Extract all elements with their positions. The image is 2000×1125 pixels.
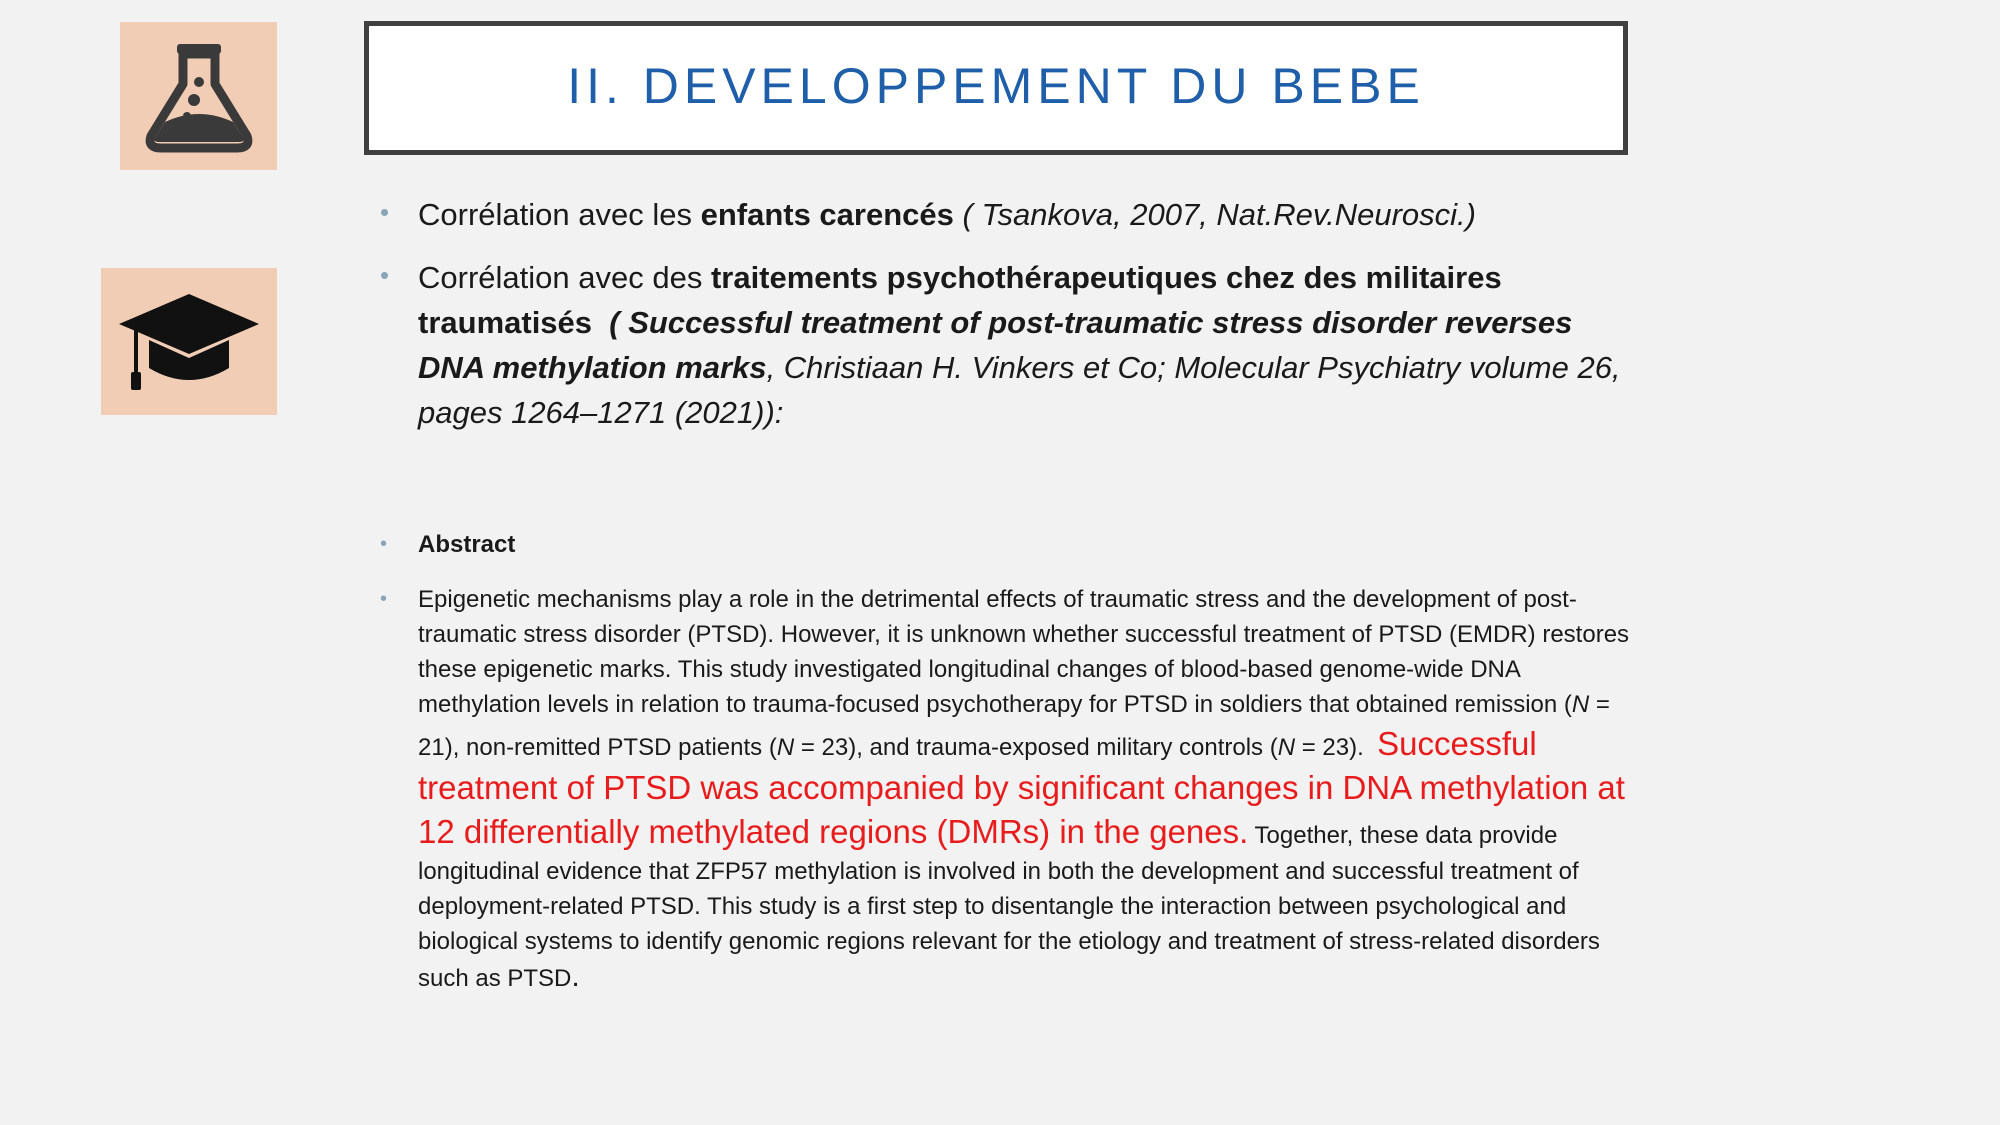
abstract-n2: = 23), and trauma-exposed military controls ( <box>794 734 1278 761</box>
abstract-end-period: . <box>571 960 580 993</box>
abstract-highlight: Successful treatment of PTSD was accompanied by significant changes in DNA methylation at 12 differentially methylated regions (DMRs) in the genes. <box>418 725 1625 850</box>
list-item <box>380 192 1640 237</box>
n-label: N <box>1571 691 1590 718</box>
bullet-dot: • <box>380 197 390 227</box>
bullet1-text: Corrélation avec les <box>418 197 701 232</box>
title-box <box>364 21 1628 155</box>
bullet1-reference: ( Tsankova, 2007, Nat.Rev.Neurosci.) <box>953 197 1476 232</box>
list-item <box>380 255 1640 435</box>
bullet2-text: Corrélation avec des <box>418 260 711 295</box>
bullet-dot: • <box>380 533 388 555</box>
bullet1-bold: enfants carencés <box>700 197 954 232</box>
bullet2-reference-details: , Christiaan H. Vinkers et Co; Molecular Psychiatry volume 26, pages 1264–1271 (2021)): <box>418 350 1621 430</box>
abstract-n3: = 23). <box>1295 734 1378 761</box>
graduation-cap-icon-box <box>101 268 277 415</box>
page-title: II. DEVELOPPEMENT DU BEBE <box>567 58 1425 114</box>
abstract-heading: Abstract <box>418 531 516 558</box>
abstract-bullet-list <box>380 527 1640 996</box>
abstract-text-part2: Together, these data provide longitudinal evidence that ZFP57 methylation is involved in both the development and successful treatment of deployment-related PTSD. This study is a first step to disentangle the interaction between psychological and biological systems to identify genomic regions relevant for the etiology and treatment of stress-related disorders such as PTSD <box>418 822 1600 992</box>
bullet2-reference-title: ( Successful treatment of post-traumatic stress disorder reverses DNA methylation marks <box>418 305 1581 385</box>
flask-icon <box>139 36 259 156</box>
list-item <box>380 582 1640 996</box>
bullet-dot: • <box>380 260 390 290</box>
bullet-dot: • <box>380 588 388 610</box>
n-label: N <box>776 734 795 761</box>
abstract-n1: = 21), non-remitted PTSD patients ( <box>418 691 1610 761</box>
graduation-cap-icon <box>114 282 264 402</box>
bullet2-bold: traitements psychothérapeutiques chez des militaires traumatisés <box>418 260 1502 340</box>
abstract-text-part1: Epigenetic mechanisms play a role in the detrimental effects of traumatic stress and the development of post-traumatic stress disorder (PTSD). However, it is unknown whether successful treatment of PTSD (EMDR) restores these epigenetic marks. This study investigated longitudinal changes of blood-based genome-wide DNA methylation levels in relation to trauma-focused psychotherapy for PTSD in soldiers that obtained remission ( <box>418 586 1630 718</box>
flask-icon-box <box>120 22 277 170</box>
top-bullet-list <box>380 192 1640 455</box>
n-label: N <box>1277 734 1296 761</box>
list-item <box>380 527 1640 562</box>
